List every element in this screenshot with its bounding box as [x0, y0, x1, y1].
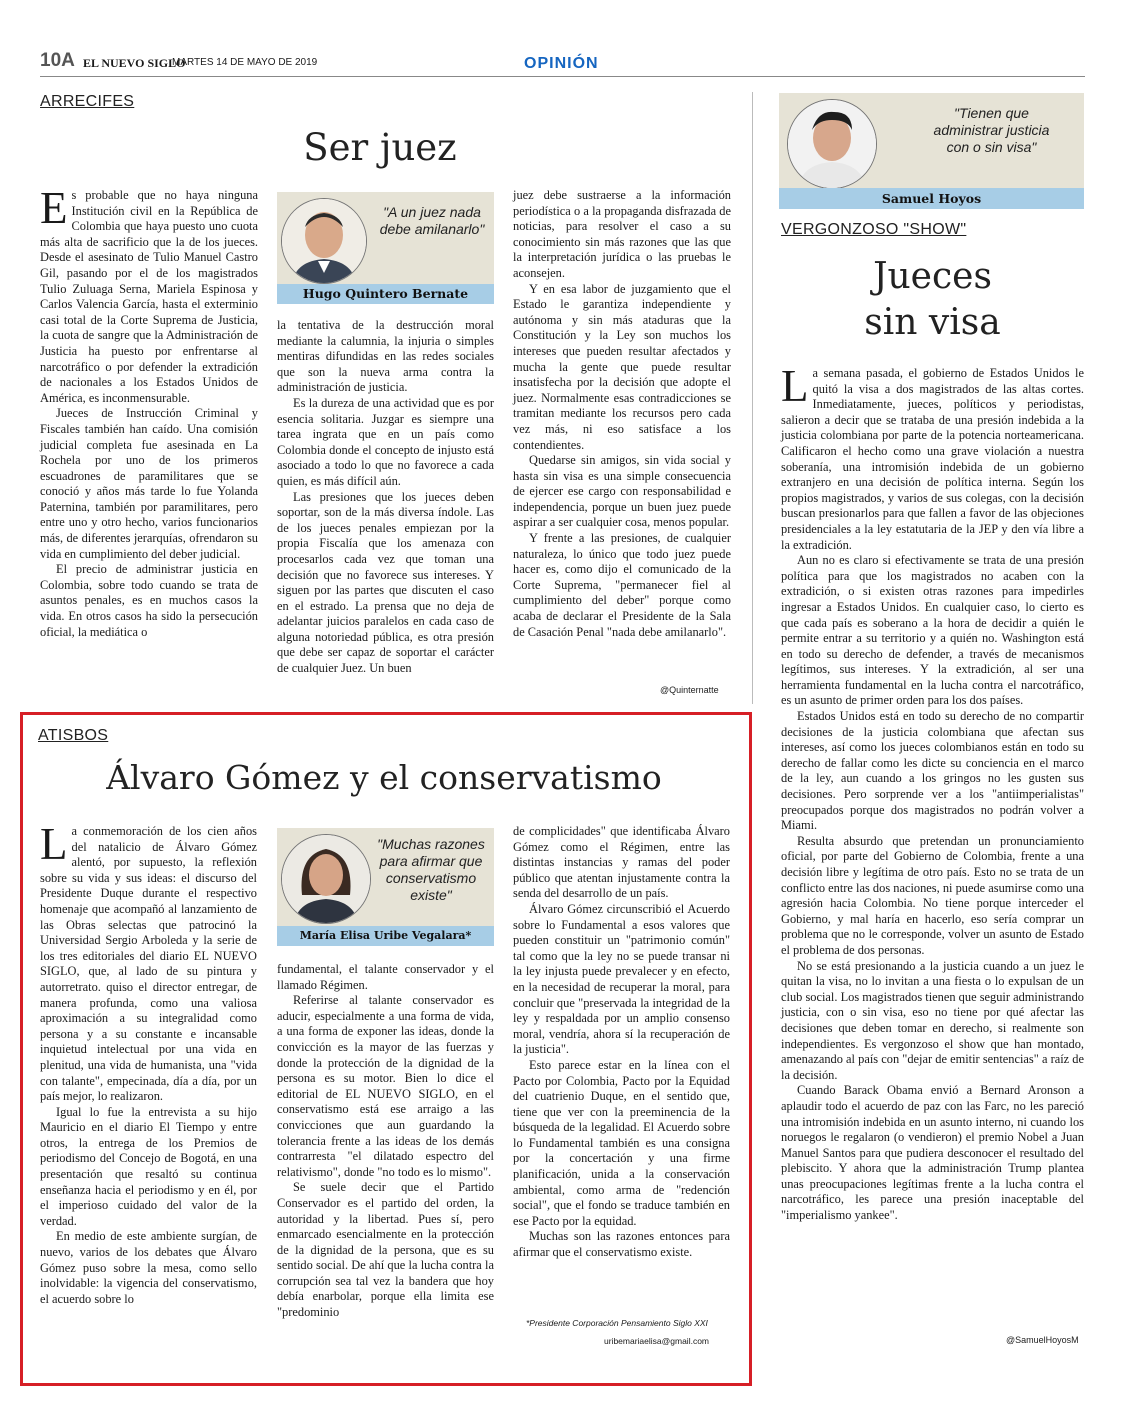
- article3-col2: fundamental, el talante conservador y el llamado Régimen. Referirse al talante conservador es aducir, especialmente a una forma de vida, a una forma de exponer las ideas, donde la convicción es la mayor de las fuerzas y donde la protección de la dignidad de la persona es su motor. Bien lo dice el editorial de EL NUEVO SIGLO, en el conservatismo está ese arraigo a las convicciones que aun guardando la tolerancia frente a las ideas de los demás contrarresta "el dilatado espectro del relativismo", donde "no todo es lo mismo". Se suele decir que el Partido Conservador es el partido del orden, la autoridad y la libertad. Pues sí, pero enmarcado esencialmente en la protección de la dignidad de la persona, que es su sentido social. De ahí que la lucha contra la corrupción sea tal vez la bandera que hoy debía enarbolar, porque ella limita ese "predominio: [277, 962, 494, 1320]
- article1-col3: juez debe sustraerse a la información periodística o a la propaganda disfrazada de noticias, para resolver el caso a su conocimiento sin más razones que las que la interpretación jurídica o las pruebas le aconsejen. Y en esa labor de juzgamiento que el Estado le garantiza independiente y autónoma y sin más ataduras que la Constitución y la Ley son muchos los intereses que pueden resultar afectados y mucha la gente que puede resultar insatisfecha por la decisión que adopte el juez. Normalmente esas contradicciones se tramitan mediante los recursos pero cada vez más, ni eso satisface a los contendientes. Quedarse sin amigos, sin vida social y hasta sin visa es una simple consecuencia de ejercer ese cargo con responsabilidad e independencia, porque un buen juez puede aspirar a ser cualquier cosa, menos popular. Y frente a las presiones, de cualquier naturaleza, lo único que todo juez puede hacer es, como dijo el comunicado de la Corte Suprema, "permanecer fiel al cumplimiento del deber" porque como acaba de declarar el Presidente de la Sala de Casación Penal "nada debe amilanarlo".: [513, 188, 731, 639]
- dropcap: E: [40, 183, 68, 233]
- author-name: Samuel Hoyos: [779, 188, 1084, 209]
- author-handle: @SamuelHoyosM: [1006, 1335, 1079, 1345]
- header-rule: [40, 76, 1085, 77]
- author-box-hoyos: [779, 93, 1084, 209]
- author-name: Hugo Quintero Bernate: [277, 284, 494, 304]
- kicker-arrecifes: ARRECIFES: [40, 93, 135, 110]
- dropcap: L: [40, 819, 68, 869]
- article2-body: La semana pasada, el gobierno de Estados Unidos le quitó la visa a dos magistrados de las altas cortes. Inmediatamente, jueces, políticos y periodistas, salieron a decir que se trataba de una presión indebida a la justicia colombiana por parte de la potencia norteamericana. Calificaron el hecho como una grave violación a nuestra soberanía, una intromisión indebida de un gobierno extranjero en una decisión de política interna. Según los propios magistrados, y varios de sus colegas, con la decisión buscan presionarlos para que fallen a favor de las objeciones presidenciales a la ley estatutaria de la JEP y den vía libre a la extradición. Aun no es claro si efectivamente se trata de una presión política para que los magistrados no acaben con la extradición, o si existen otras razones para impedirles ingresar a Estados Unidos. En cualquier caso, lo cierto es que cada país es soberano a la hora de decidir a quién le permite entrar a su territorio y a quién no. Washington está en todo su derecho de defender, a través de mecanismos legítimos, sus intereses. Y la extradición, al ser una herramienta fundamental en la lucha contra el narcotráfico, es un asunto de primer orden para los dos países. Estados Unidos está en todo su derecho de no compartir decisiones de la justicia colombiana que afectan sus intereses, así como los jueces colombianos están en todo su derecho de fallar como les dicte su conciencia en el marco de la ley, aun cuando a los gringos no les gusten sus decisiones. Pero sorprende ver a los "antiimperialistas" preocupados porque dos magistrados no podrán volver a Miami. Resulta absurdo que pretendan un pronunciamiento oficial, por parte del Gobierno de Colombia, frente a una decisión libre y legítima de otro país. Esto no se trata de un conflicto entre las dos naciones, ni puede asumirse como una agresión hacia Colombia. No tiene porque interceder el Gobierno, y mal haría en hacerlo, eso sería comprar un problema que no le corresponde, volver un asunto de Estado el problema de dos personas. No se está presionando a la justicia cuando a un juez le quitan la visa, no lo invitan a una fiesta o lo expulsan de un club social. Los magistrados tienen que seguir administrando justicia, con o sin visa, eso no tiene por qué afectar las decisiones que deben tomar en derecho, si realmente son independientes. Es vergonzoso el show que han montado, amenazando al país con "dejar de emitir sentencias" a raíz de la decisión. Cuando Barack Obama envió a Bernard Aronson a aplaudir todo el acuerdo de paz con las Farc, no les pareció una intromisión indebida en un asunto interno, ni cuando los noruegos le regalaron (o vendieron) el premio Nobel a Juan Manuel Santos para que pudiera desconocer el resultado del plebiscito. Y ahora que la administración Trump plantea unas preocupaciones legítimas frente a la lucha contra el narcotráfico, les parece una presión inaceptable del "imperialismo yankee".: [781, 361, 1084, 1223]
- article1-col2: la tentativa de la destrucción moral mediante la calumnia, la injuria o simples mentiras difundidas en las redes sociales que son la nueva arma contra la administración de justicia. Es la dureza de una actividad que es por esencia solitaria. Juzgar es siempre una tarea ingrata que en un país como Colombia donde el concepto de injusto está asociado a todo lo que no favorece a cada quien, es más difícil aún. Las presiones que los jueces deben soportar, son de la más diversa índole. Las de los jueces penales empiezan por la propia Fiscalía que los amenaza con procesarlos cada vez que toman una decisión que no favorece sus intereses. Y siguen por las partes que discuten el caso en el estrado. La prensa que no deja de adelantar juicios paralelos en cada caso de alguna notoriedad pública, es otra presión que debe ser capaz de soportar el carácter de cualquier Juez. Un buen: [277, 318, 494, 676]
- author-name: María Elisa Uribe Vegalara*: [277, 926, 494, 946]
- article3-col1: La conmemoración de los cien años del natalicio de Álvaro Gómez alentó, por supuesto, la reflexión sobre su vida y sus ideas: el discurso del Presidente Duque durante el respectivo homenaje que acompañó al lanzamiento de las Obras selectas que patrocinó la Universidad Sergio Arboleda y la serie de los tres editoriales del diario EL NUEVO SIGLO, que, al lado de su pintura y autorretrato. quiso el director entregar, de manera profunda, como una valiosa aproximación a su integralidad como persona y a su constante e incansable inquietud intelectual por una vida en plenitud, una vida de humanista, una "vida con talante", empecinada, día a día, por un país mejor, lo realizaron. Igual lo fue la entrevista a su hijo Mauricio en el diario El Tiempo y entre otros, la entrega de los Premios de periodismo del Concejo de Bogotá, en una presentación que resaltó su continua enseñanza hacia el periodismo y en él, por el imperioso cuidado del valor de la verdad. En medio de este ambiente surgían, de nuevo, varios de los debates que Álvaro Gómez puso sobre la mesa, como sello inolvidable: la vigencia del conservatismo, el acuerdo sobre lo: [40, 819, 257, 1306]
- newspaper-name: EL NUEVO SIGLO: [83, 56, 186, 70]
- author-photo: [281, 834, 371, 924]
- article-title-ser-juez: Ser juez: [303, 126, 457, 169]
- pull-quote: "Muchas razones para afirmar que conservatismo existe": [377, 836, 485, 903]
- kicker-atisbos: ATISBOS: [38, 727, 109, 744]
- issue-date: MARTES 14 DE MAYO DE 2019: [172, 57, 318, 68]
- pull-quote: "Tienen que administrar justicia con o sin visa": [933, 105, 1050, 155]
- section-title: OPINIÓN: [524, 55, 599, 72]
- article3-col3: de complicidades" que identificaba Álvaro Gómez como el Régimen, entre las distintas instancias y ramas del poder público que atentan injustamente contra la senda del desarrollo de un país. Álvaro Gómez circunscribió el Acuerdo sobre lo Fundamental a esos valores que pueden constituir un "patrimonio común" tal como que la ley no se puede transar ni la ley injusta puede prevalecer y en efecto, en la necesidad de recuperar la moral, para concluir que "preservada la integridad de la ley y respaldada por un amplio consenso moral, vendría, ahora sí la recuperación de la justicia". Esto parece estar en la línea con el Pacto por Colombia, Pacto por la Equidad del cuatrienio Duque, en el sentido que, tiene que ver con la preeminencia de la búsqueda de la legalidad. El Acuerdo sobre lo Fundamental también es una consigna por la concertación y una firme planificación, unida a la conservación ambiental, como arma de "redención social", que el fondo se traduce también en ese Pacto por la equidad. Muchas son las razones entonces para afirmar que el conservatismo existe.: [513, 824, 730, 1260]
- article-title-jueces-sin-visa: Jueces sin visa: [864, 256, 1001, 343]
- dropcap: L: [781, 361, 809, 411]
- page-number: 10A: [40, 50, 75, 71]
- footnote: *Presidente Corporación Pensamiento Siglo XXI: [526, 1318, 708, 1328]
- pull-quote: "A un juez nada debe amilanarlo": [379, 204, 485, 237]
- column-divider: [752, 92, 753, 704]
- author-handle: @Quinternatte: [660, 685, 719, 695]
- kicker-vergonzoso-show: VERGONZOSO "SHOW": [781, 221, 967, 238]
- author-box-uribe: [277, 828, 494, 946]
- article-title-alvaro-gomez: Álvaro Gómez y el conservatismo: [106, 758, 662, 797]
- author-email: uribemariaelisa@gmail.com: [604, 1336, 709, 1346]
- author-photo: [787, 99, 877, 189]
- article1-col1: Es probable que no haya ninguna Institución civil en la República de Colombia que haya puesto uno cuota más alta de sacrificio que la de los jueces. Desde el asesinato de Tulio Manuel Castro Gil, pasando por el de los magistrados Tulio Zuluaga Serna, Mariela Espinosa y Carlos Valencia García, hasta el exterminio casi total de la Corte Suprema de Justicia, la cuota de sangre que la Administración de Justicia ha puesto por enfrentarse al narcotráfico o por defender la extradición de nacionales a los Estados Unidos de América, es inconmensurable. Jueces de Instrucción Criminal y Fiscales también han caído. Una comisión judicial completa fue asesinada en La Rochela por uno de los primeros escuadrones de paramilitares que se conoció y años más tarde lo fue Yolanda Paternina, también por paramilitares, pero entre uno y otro hecho, varios funcionarios más, de diferentes jerarquías, ofrendaron su vida en cumplimiento del deber judicial. El precio de administrar justicia en Colombia, sobre todo cuando se trata de asuntos penales, es en muchos casos la vida. En otros casos ha sido la persecución oficial, la mediática o: [40, 183, 258, 639]
- author-box-quintero: [277, 192, 494, 304]
- author-photo: [281, 198, 367, 284]
